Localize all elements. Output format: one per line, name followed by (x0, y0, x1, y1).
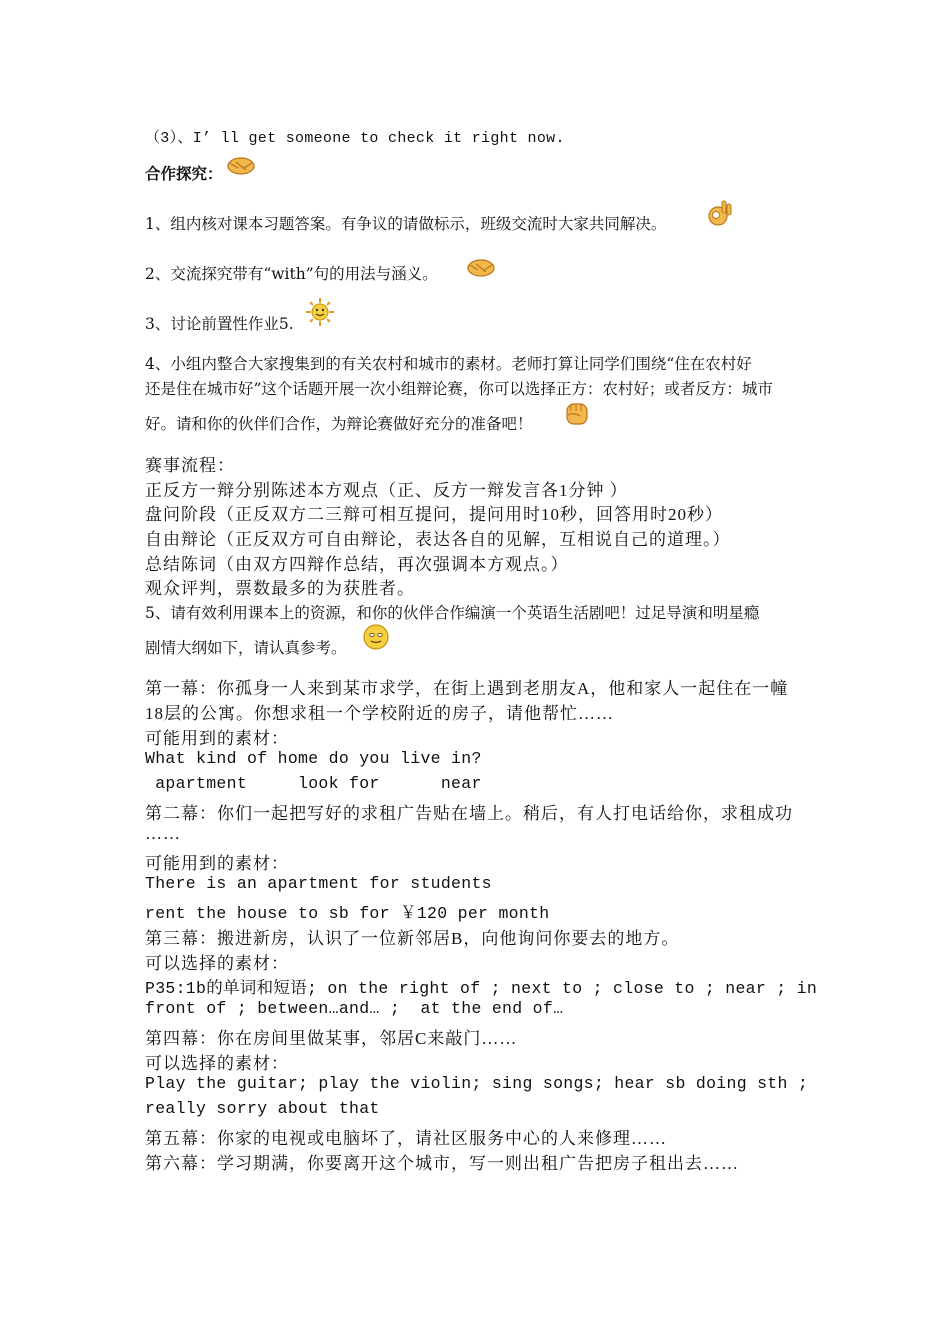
handshake-icon (226, 150, 256, 180)
item-5-line-2: 剧情大纲如下，请认真参考。 (145, 639, 347, 657)
item-5-line-1: 5、请有效利用课本上的资源，和你的伙伴合作编演一个英语生活剧吧！过足导演和明星瘾 (145, 604, 760, 622)
act-3-material-2: front of ; between…and… ; at the end of… (145, 999, 564, 1018)
act-2-material-2: rent the house to sb for ￥120 per month (145, 904, 550, 923)
item-2: 2、交流探究带有“with”句的用法与涵义。 (145, 265, 438, 283)
act-2-line-1: 第二幕：你们一起把写好的求租广告贴在墙上。稍后，有人打电话给你，求租成功 (145, 804, 793, 823)
section-heading: 合作探究： (145, 164, 223, 183)
ok-hand-icon (706, 198, 736, 228)
act-4-material-1: Play the guitar; play the violin; sing songs; hear sb doing sth ; (145, 1074, 809, 1093)
item-4-line-1: 4、小组内整合大家搜集到的有关农村和城市的素材。老师打算让同学们围绕“住在农村好 (145, 355, 752, 373)
item-4-line-2: 还是住在城市好”这个话题开展一次小组辩论赛，你可以选择正方：农村好；或者反方：城市 (145, 380, 773, 398)
act-1-line-2: 18层的公寓。你想求租一个学校附近的房子，请他帮忙…… (145, 704, 614, 723)
fist-icon (562, 398, 592, 428)
debate-step-5: 观众评判，票数最多的为获胜者。 (145, 579, 415, 598)
act-1-materials-label: 可能用到的素材： (145, 729, 289, 748)
debate-step-3: 自由辩论（正反双方可自由辩论，表达各自的见解，互相说自己的道理。） (145, 530, 731, 549)
debate-process-title: 赛事流程： (145, 456, 235, 475)
act-1-line-1: 第一幕：你孤身一人来到某市求学，在街上遇到老朋友A，他和家人一起住在一幢 (145, 679, 789, 698)
debate-step-1: 正反方一辩分别陈述本方观点（正、反方一辩发言各1分钟 ） (145, 481, 628, 500)
sun-face-icon (305, 297, 335, 327)
act-6-line: 第六幕：学习期满，你要离开这个城市，写一则出租广告把房子租出去…… (145, 1154, 739, 1173)
act-2-line-2: …… (145, 824, 181, 843)
smiley-icon (361, 622, 391, 652)
act-1-material-1: What kind of home do you live in? (145, 749, 482, 768)
act-4-material-2: really sorry about that (145, 1099, 380, 1118)
line-check-it-now: （3）、I’ ll get someone to check it right now. (145, 130, 565, 147)
act-1-material-2: apartment look for near (145, 774, 482, 793)
act-2-material-1: There is an apartment for students (145, 874, 492, 893)
item-4-line-3: 好。请和你的伙伴们合作，为辩论赛做好充分的准备吧！ (145, 415, 533, 433)
item-3: 3、讨论前置性作业5. (145, 315, 294, 333)
act-3-materials-label: 可以选择的素材： (145, 954, 289, 973)
act-4-materials-label: 可以选择的素材： (145, 1054, 289, 1073)
item-1: 1、组内核对课本习题答案。有争议的请做标示，班级交流时大家共同解决。 (145, 215, 667, 233)
act-5-line: 第五幕：你家的电视或电脑坏了，请社区服务中心的人来修理…… (145, 1129, 667, 1148)
act-2-materials-label: 可能用到的素材： (145, 854, 289, 873)
act-3-material-1: P35:1b的单词和短语; on the right of ; next to ; close to ; near ; in (145, 979, 818, 998)
debate-step-2: 盘问阶段（正反双方二三辩可相互提问，提问用时10秒，回答用时20秒） (145, 505, 723, 524)
act-4-line-1: 第四幕：你在房间里做某事，邻居C来敲门…… (145, 1029, 518, 1048)
debate-step-4: 总结陈词（由双方四辩作总结，再次强调本方观点。） (145, 555, 569, 574)
handshake-icon (466, 252, 496, 282)
act-3-line-1: 第三幕：搬进新房，认识了一位新邻居B，向他询问你要去的地方。 (145, 929, 680, 948)
